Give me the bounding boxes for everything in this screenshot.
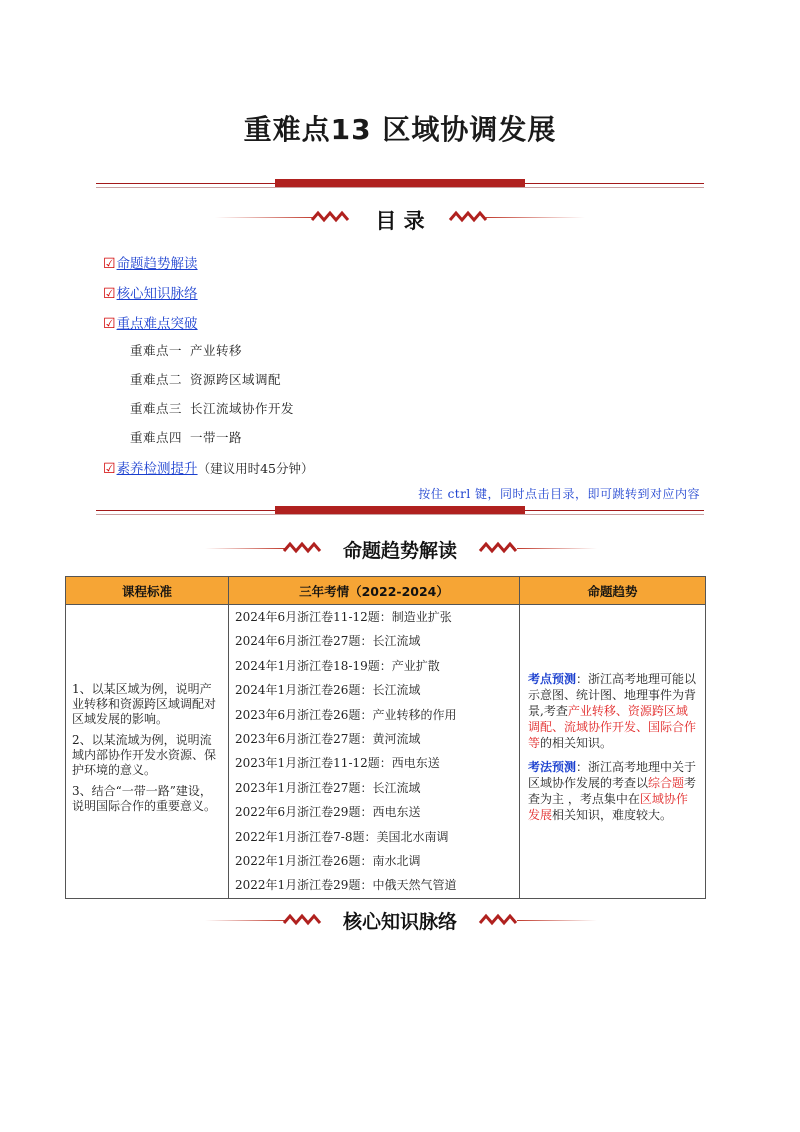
toc-item-assessment[interactable] xyxy=(103,457,313,477)
standard-item: 1、以某区域为例，说明产业转移和资源跨区域调配对区域发展的影响。 xyxy=(72,682,217,727)
exam-entry: 2024年6月浙江卷11-12题：制造业扩张 xyxy=(235,610,452,624)
exam-entry: 2022年1月浙江卷26题：南水北调 xyxy=(235,853,421,868)
toc-subitem-1[interactable] xyxy=(130,341,242,359)
standards-cell xyxy=(66,605,229,899)
prediction-text: 的相关知识。 xyxy=(540,736,613,751)
exam-point-prediction xyxy=(528,671,699,751)
toc-heading: 目 录 xyxy=(375,209,425,233)
toc-subitem-text: 长江流域协作开发 xyxy=(190,401,295,416)
toc-subitem-number: 重难点三 xyxy=(130,401,183,416)
exams-cell xyxy=(229,605,520,899)
checkbox-icon: ☑ xyxy=(103,256,116,272)
prediction-highlight: 产业转移、资源跨区域调配、流域协作开发、国际合作等 xyxy=(528,704,697,751)
toc-rule-thick xyxy=(275,506,525,514)
prediction-text: ：浙江高考地理中关于区域协作发展的考查以 xyxy=(528,760,697,791)
table-header-row xyxy=(66,577,706,605)
exam-entry: 2023年1月浙江卷27题：长江流域 xyxy=(235,780,421,795)
toc-subitem-number: 重难点四 xyxy=(130,430,183,445)
prediction-label: 考法预测 xyxy=(528,760,577,775)
checkbox-icon: ☑ xyxy=(103,286,116,302)
toc-subitem-text: 产业转移 xyxy=(190,343,243,358)
table-header-exams: 三年考情（2022-2024） xyxy=(229,577,520,605)
standard-item: 3、结合“一带一路”建设，说明国际合作的重要意义。 xyxy=(72,784,217,814)
zigzag-ornament-right-icon xyxy=(478,911,520,929)
sec1-deco-line-right xyxy=(517,548,597,549)
exam-entry: 2024年1月浙江卷18-19题：产业扩散 xyxy=(235,658,440,673)
toc-subitem-text: 一带一路 xyxy=(190,430,243,445)
toc-rule-thin-2 xyxy=(96,514,704,515)
prediction-highlight: 区域协作发展 xyxy=(528,792,688,823)
toc-time-note: （建议用时45分钟） xyxy=(197,461,314,476)
checkbox-icon: ☑ xyxy=(103,316,116,332)
exam-entry: 2022年1月浙江卷29题：中俄天然气管道 xyxy=(235,878,457,893)
exam-entry: 2024年6月浙江卷27题：长江流域 xyxy=(235,634,421,649)
exam-entry: 2023年1月浙江卷11-12题：西电东送 xyxy=(235,756,440,771)
prediction-label: 考点预测 xyxy=(528,672,577,687)
toc-ctrl-hint: 按住 ctrl 键，同时点击目录，即可跳转到对应内容 xyxy=(418,487,700,501)
title-rule-thin-2 xyxy=(96,187,704,188)
section-heading-knowledge: 核心知识脉络 xyxy=(342,911,457,933)
sec2-deco-line-right xyxy=(517,920,597,921)
exam-entry: 2024年1月浙江卷26题：长江流域 xyxy=(235,683,421,698)
toc-item-knowledge[interactable] xyxy=(103,282,198,302)
toc-item-trend[interactable] xyxy=(103,252,198,272)
toc-link-knowledge[interactable]: 核心知识脉络 xyxy=(116,286,198,302)
checkbox-icon: ☑ xyxy=(103,461,116,477)
table-header-standards: 课程标准 xyxy=(66,577,229,605)
exam-entry: 2022年1月浙江卷7-8题：美国北水南调 xyxy=(235,829,449,844)
title-rule-thick xyxy=(275,179,525,187)
table-header-trend: 命题趋势 xyxy=(520,577,706,605)
toc-subitem-4[interactable] xyxy=(130,428,242,446)
toc-deco-line-right xyxy=(485,217,585,218)
toc-subitem-2[interactable] xyxy=(130,370,281,388)
exam-entry: 2023年6月浙江卷26题：产业转移的作用 xyxy=(235,707,457,722)
toc-link-assessment[interactable]: 素养检测提升 xyxy=(116,461,198,477)
toc-subitem-text: 资源跨区域调配 xyxy=(190,372,282,387)
exam-entry: 2023年6月浙江卷27题：黄河流域 xyxy=(235,731,421,746)
prediction-text: 考查为主 ，考点集中在 xyxy=(528,776,697,807)
exam-entry: 2022年6月浙江卷29题：西电东送 xyxy=(235,805,421,820)
toc-item-keypoints[interactable] xyxy=(103,312,198,332)
prediction-highlight: 综合题 xyxy=(648,776,685,791)
prediction-text: ：浙江高考地理可能以示意图、统计图、地理事件为背景,考查 xyxy=(528,672,697,719)
document-title: 重难点13 区域协调发展 xyxy=(243,113,557,146)
standard-item: 2、以某流域为例，说明流域内部协作开发水资源、保护环境的意义。 xyxy=(72,733,217,778)
section-heading-trend: 命题趋势解读 xyxy=(342,540,457,562)
exam-method-prediction xyxy=(528,759,699,823)
zigzag-ornament-right-icon xyxy=(448,208,490,226)
toc-link-keypoints[interactable]: 重点难点突破 xyxy=(116,316,198,332)
table-row xyxy=(66,605,706,899)
toc-subitem-number: 重难点一 xyxy=(130,343,183,358)
toc-subitem-number: 重难点二 xyxy=(130,372,183,387)
toc-subitem-3[interactable] xyxy=(130,399,294,417)
exam-trend-table xyxy=(65,576,706,899)
prediction-text: 相关知识，难度较大。 xyxy=(552,808,673,823)
toc-link-trend[interactable]: 命题趋势解读 xyxy=(116,256,198,272)
zigzag-ornament-right-icon xyxy=(478,539,520,557)
trend-cell xyxy=(520,605,706,899)
